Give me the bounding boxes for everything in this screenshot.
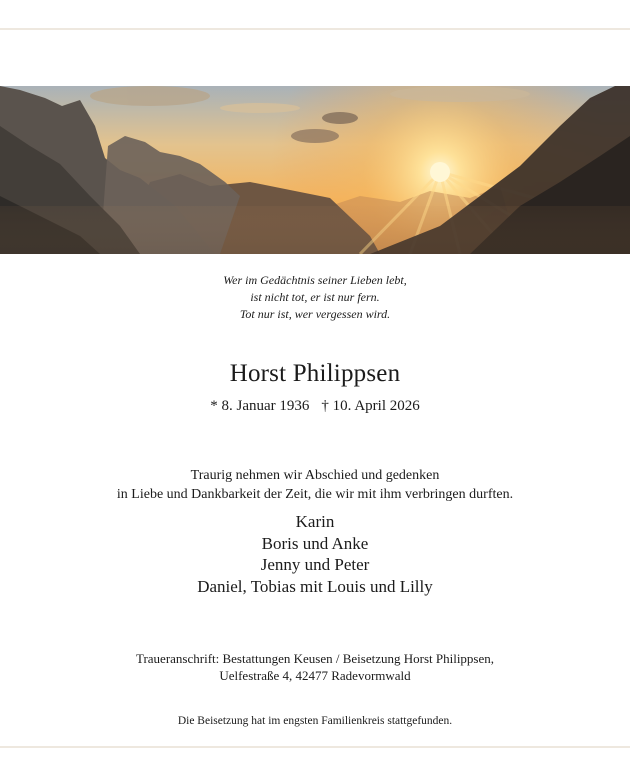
- death-date: † 10. April 2026: [321, 398, 420, 414]
- bottom-divider: [0, 746, 630, 748]
- message-line: Traurig nehmen wir Abschied und gedenken: [190, 468, 440, 483]
- family-member-line: Daniel, Tobias mit Louis und Lilly: [197, 576, 433, 596]
- mourning-address: [0, 650, 630, 684]
- family-member-line: Karin: [295, 512, 335, 531]
- family-member-line: Boris und Anke: [261, 533, 369, 553]
- burial-note: Die Beisetzung hat im engsten Familienkreis stattgefunden.: [177, 715, 453, 727]
- message-line: in Liebe und Dankbarkeit der Zeit, die wir mit ihm verbringen durften.: [116, 487, 514, 502]
- mourning-message: [0, 466, 630, 504]
- address-line: Traueranschrift: Bestattungen Keusen / Beisetzung Horst Philippsen,: [135, 651, 495, 666]
- memorial-quote: [0, 272, 630, 323]
- quote-line: ist nicht tot, er ist nur fern.: [250, 290, 380, 304]
- family-names: [0, 511, 630, 597]
- mountain-sunset-image: [0, 86, 630, 254]
- address-line: Uelfestraße 4, 42477 Radevormwald: [219, 668, 411, 683]
- life-dates: [0, 396, 630, 416]
- quote-line: Tot nur ist, wer vergessen wird.: [239, 307, 391, 321]
- birth-date: * 8. Januar 1936: [210, 398, 310, 414]
- quote-line: Wer im Gedächtnis seiner Lieben lebt,: [223, 273, 407, 287]
- top-divider: [0, 28, 630, 30]
- deceased-name: Horst Philippsen: [229, 360, 401, 387]
- sun-shape: [430, 162, 450, 182]
- family-member-line: Jenny und Peter: [260, 555, 370, 574]
